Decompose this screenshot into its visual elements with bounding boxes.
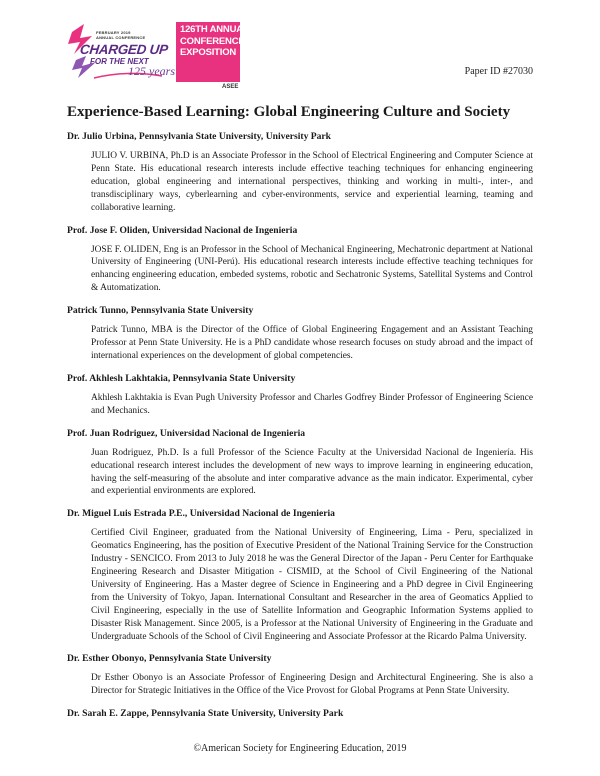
author-name: Prof. Jose F. Oliden, Universidad Nacional de Ingenieria [67, 224, 298, 236]
author-bio: Juan Rodriguez, Ph.D. Is a full Professor of the Science Faculty at the Universidad Nacional de Ingeniería. His educational research interest includes the development of new ways to improve learning in engineering education, having the self-measuring of the absolute and inter comparative advance as the main indicator. Experimental, cyber and experiential environments are explored. [91, 447, 533, 497]
box-line-2: CONFERENCE & [180, 35, 254, 47]
author-entry [67, 130, 533, 215]
author-name: Patrick Tunno, Pennsylvania State University [67, 305, 254, 317]
box-line-3: EXPOSITION [180, 47, 237, 58]
logo-next-text: FOR THE NEXT [90, 57, 149, 66]
author-entry [67, 304, 533, 363]
author-name: Prof. Akhlesh Lakhtakia, Pennsylvania State University [67, 372, 296, 384]
author-list [67, 130, 533, 727]
author-entry [67, 652, 533, 698]
author-bio: JULIO V. URBINA, Ph.D is an Associate Professor in the School of Electrical Engineering and Computer Science at Penn State. His educational research interests include effective teaching techniques for enhancing engineering education, global engineering and international perspectives, thinking and working in multi-, inter-, and transdisciplinary ways, cyberlearning and cyber-environments, service and experiential learning, teaming and collaborative learning. [91, 151, 533, 213]
logo-charged-text: CHARGED UP [79, 42, 169, 57]
author-entry [67, 507, 533, 643]
box-line-1: 126TH ANNUAL [180, 24, 249, 35]
author-name: Dr. Julio Urbina, Pennsylvania State University, University Park [67, 131, 332, 142]
conference-title-box [176, 22, 254, 82]
author-entry [67, 372, 533, 418]
author-entry [67, 707, 533, 720]
charged-up-logo [66, 18, 175, 82]
author-bio: JOSE F. OLIDEN, Eng is an Professor in the School of Mechanical Engineering, Mechatronic department at National University of Engineering (UNI-Perú). His educational research interests include effective teaching techniques for enhancing engineering education, embeded systems, robotic and Sechatronic Systems, Satellital Systems and Control & Automatization. [91, 244, 533, 294]
copyright-footer: ©American Society for Engineering Education, 2019 [193, 743, 407, 754]
author-bio: Certified Civil Engineer, graduated from the National University of Engineering, Lima - Peru, specialized in Geomatics Engineering, has the position of Executive President of the National Training Service for the Construction Industry - SENCICO. From 2013 to July 2018 he was the General Director of the Japan - Peru Center for Earthquake Engineering Research and Disaster Mitigation - CISMID, at the School of Civil Engineering of the National University of Engineering. Has a Master degree of Science in Engineering and a PhD degree in Civil Engineering from the University of Tokyo, Japan. International Consultant and Researcher in the area of Geomatics Applied to Civil Engineering, especially in the use of Satellite Information and Geographic Information Systems applied to Disaster Risk Management. Since 2005, is a Professor at the National University of Engineering in the Graduate and Undergraduate Schools of the School of Civil Engineering and Associate Professor at the Ricardo Palma University. [91, 528, 533, 642]
logo-years-text: 125 years [128, 64, 175, 78]
author-name: Dr. Sarah E. Zappe, Pennsylvania State University, University Park [67, 708, 344, 720]
author-bio: Akhlesh Lakhtakia is Evan Pugh University Professor and Charles Godfrey Binder Professor of Engineering Science and Mechanics. [91, 392, 533, 416]
logo-small-line-2: ANNUAL CONFERENCE [96, 35, 146, 40]
author-entry [67, 224, 533, 296]
asee-mark: ASEE [222, 84, 239, 90]
logo-small-line-1: FEBRUARY 2019 [96, 30, 131, 35]
author-name: Dr. Miguel Luis Estrada P.E., Universidad Nacional de Ingenieria [67, 508, 335, 520]
paper-id: Paper ID #27030 [464, 66, 533, 77]
author-name: Dr. Esther Obonyo, Pennsylvania State University [67, 653, 272, 665]
paper-title: Experience-Based Learning: Global Engineering Culture and Society [67, 104, 511, 120]
conference-logo [66, 18, 304, 90]
author-bio: Dr Esther Obonyo is an Associate Professor of Engineering Design and Architectural Engineering. She is also a Director for Strategic Initiatives in the Office of the Vice Provost for Global Programs at Penn State University. [91, 673, 533, 697]
author-bio: Patrick Tunno, MBA is the Director of the Office of Global Engineering Engagement and an Assistant Teaching Professor at Penn State University. He is a PhD candidate whose research focuses on study abroad and the impact of international experiences on the development of global competencies. [91, 325, 533, 361]
author-entry [67, 427, 533, 499]
author-name: Prof. Juan Rodriguez, Universidad Nacional de Ingenieria [67, 427, 306, 439]
